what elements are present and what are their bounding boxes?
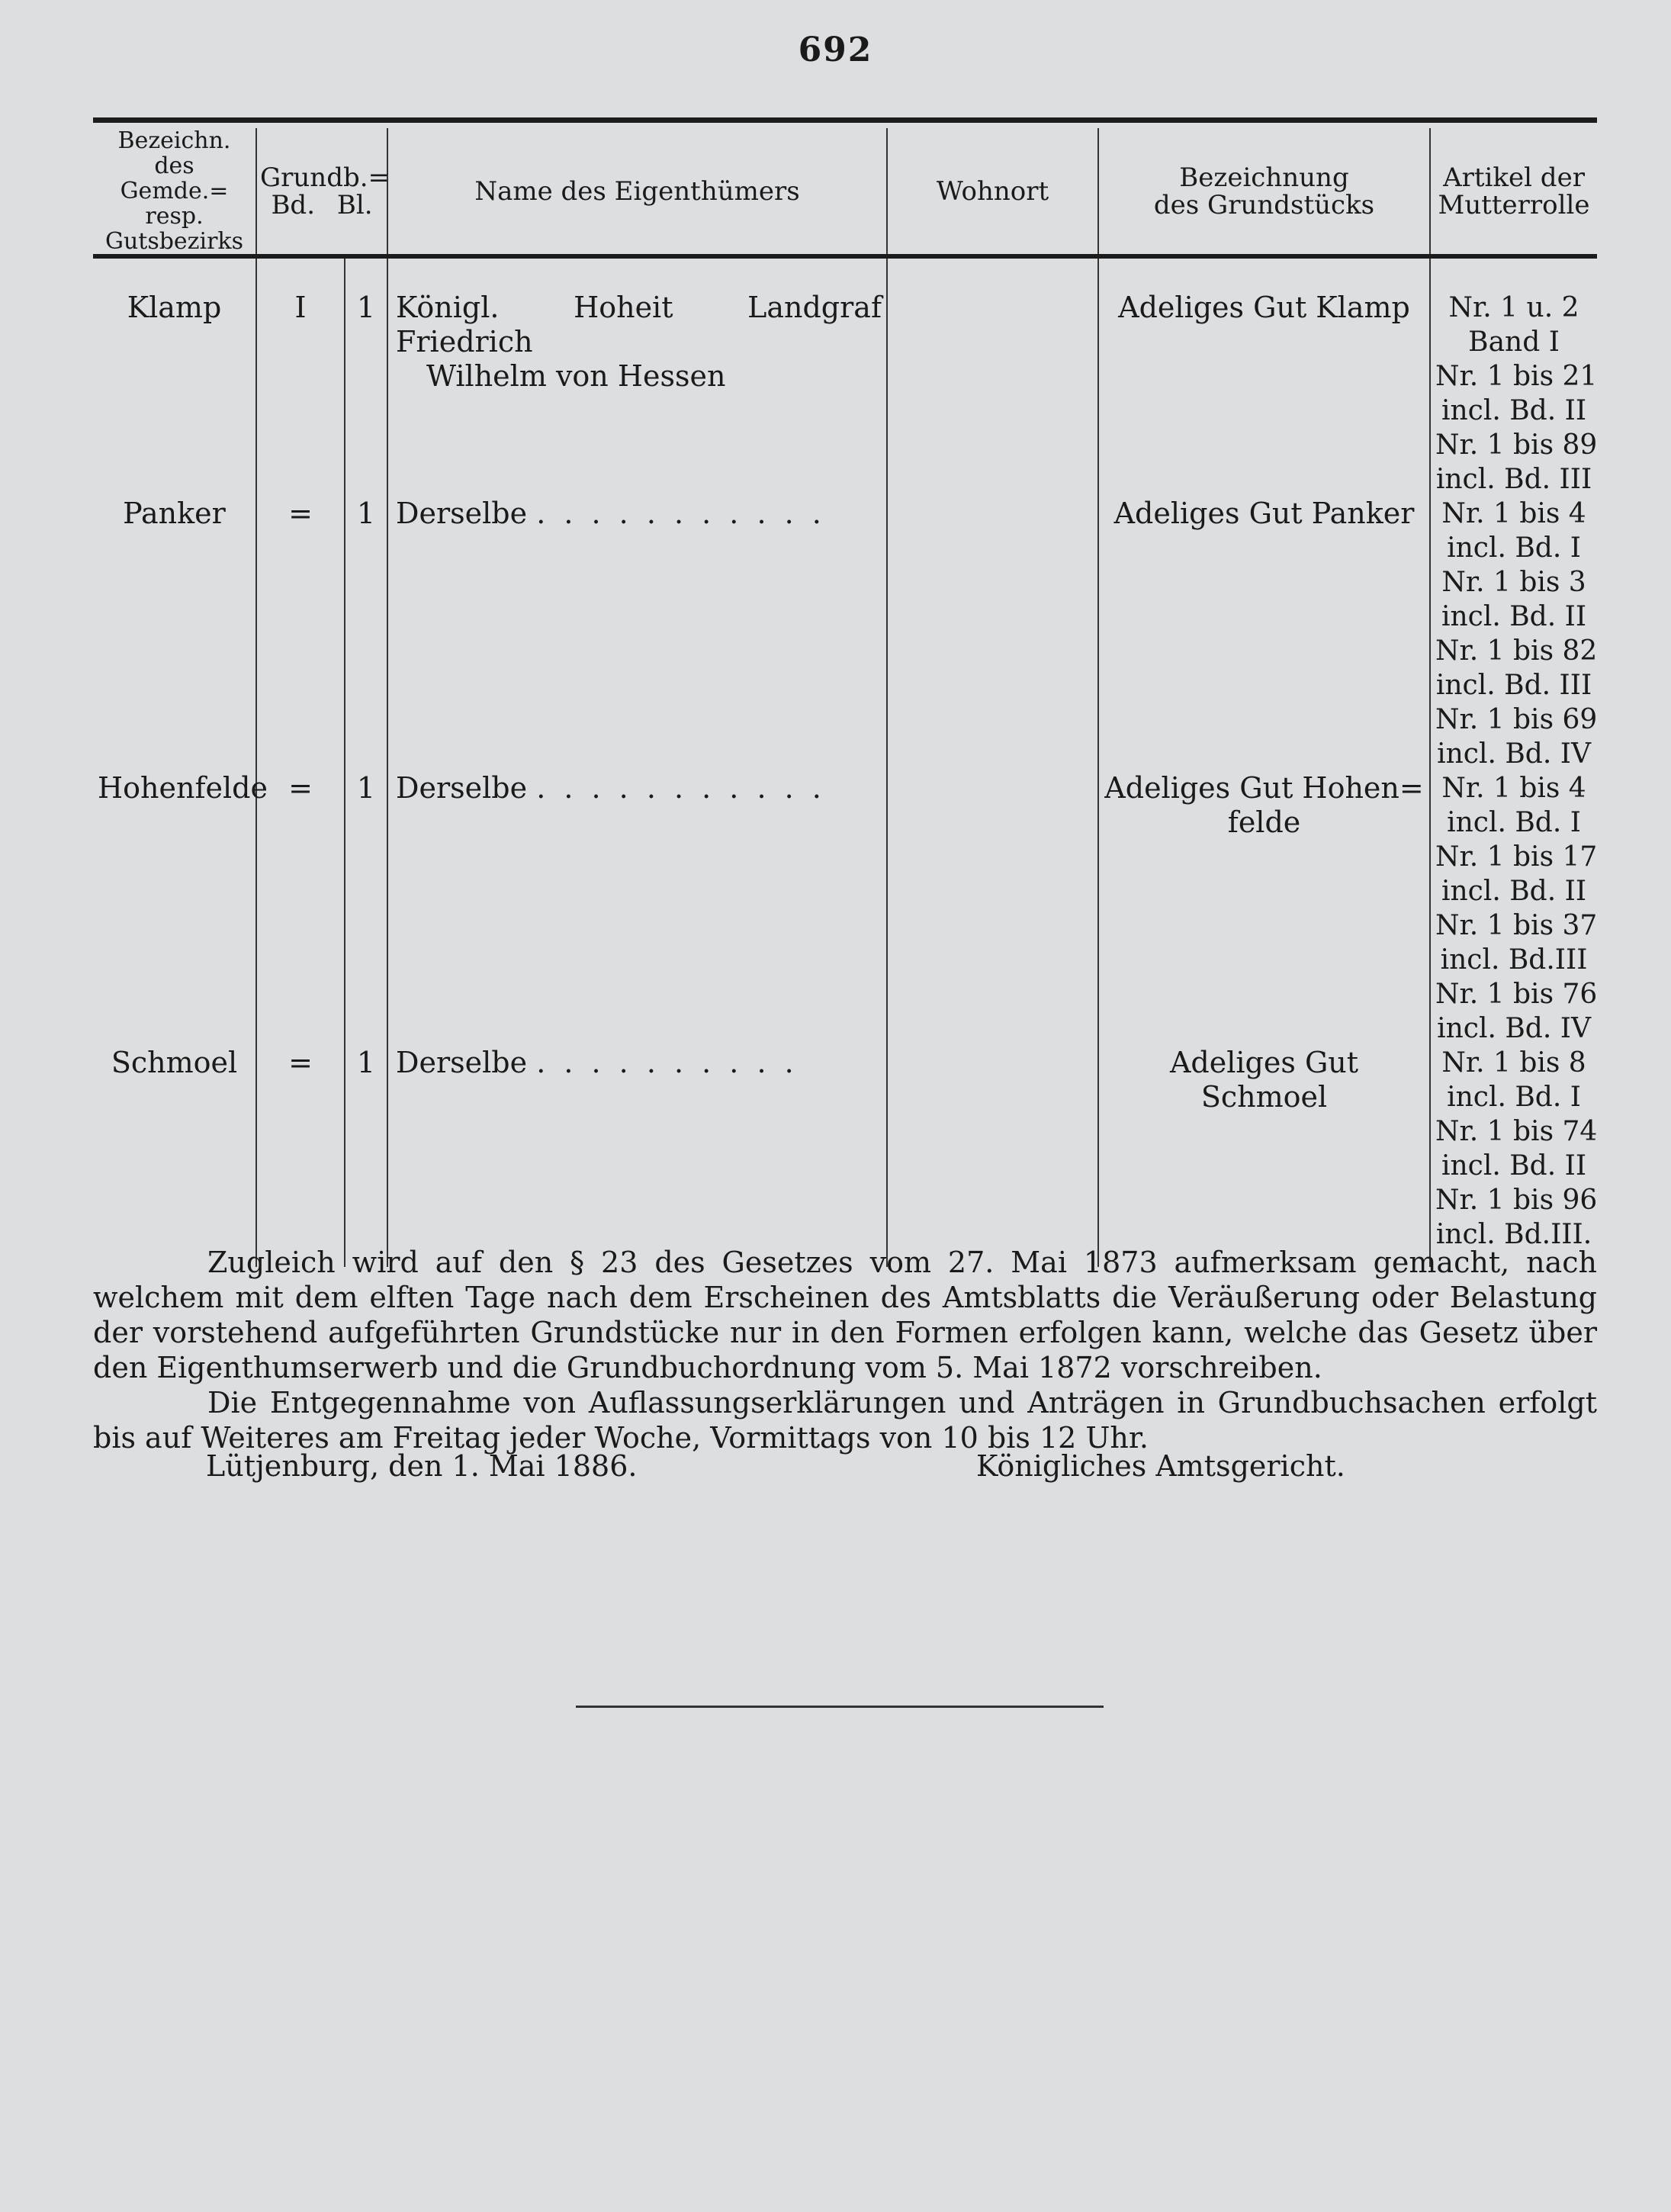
owner-cell: Derselbe . . . . . . . . . . . [387, 771, 887, 1046]
owner-cell: Königl. Hoheit Landgraf Friedrich Wilhelm von Hessen [387, 256, 887, 497]
article-cell: Nr. 1 bis 4 incl. Bd. I Nr. 1 bis 3 incl. Bd. II Nr. 1 bis 82 incl. Bd. III Nr. 1 bis 69 incl. Bd. IV [1430, 497, 1597, 771]
property-cell: Adeliges Gut Panker [1098, 497, 1430, 771]
table-row [93, 771, 1597, 1046]
notice-paragraph-1: Zugleich wird auf den § 23 des Gesetzes vom 27. Mai 1873 aufmerksam gemacht, nach welchem mit dem elften Tage nach dem Erscheinen des Amtsblatts die Veräußerung oder Belastung der vorstehend aufgeführten Grundstücke nur in den Formen erfolgen kann, welche das Gesetz über den Eigenthumserwerb und die Grundbuchordnung vom 5. Mai 1872 vorschreiben. [93, 1246, 1597, 1384]
residence-cell [887, 256, 1098, 497]
page-number: 692 [798, 31, 873, 69]
leader-dots: . . . . . . . . . . . [536, 497, 826, 530]
district-cell: Klamp [127, 291, 222, 324]
owner-cell: Derselbe . . . . . . . . . . [387, 1046, 887, 1252]
article-cell: Nr. 1 bis 8 incl. Bd. I Nr. 1 bis 74 incl. Bd. II Nr. 1 bis 96 incl. Bd.III. [1430, 1046, 1597, 1252]
table-header-row [93, 128, 1597, 256]
district-cell: Schmoel [111, 1046, 238, 1079]
bd-cell: = [256, 497, 345, 771]
property-cell: Adeliges Gut Klamp [1098, 256, 1430, 497]
residence-cell [887, 497, 1098, 771]
header-grundbuch: Grundb.= Bd. Bl. [256, 128, 387, 256]
owner-cell: Derselbe . . . . . . . . . . . [387, 497, 887, 771]
place-date: Lütjenburg, den 1. Mai 1886. [206, 1449, 638, 1483]
header-bl: Bl. [336, 189, 373, 220]
bd-cell: I [256, 256, 345, 497]
residence-cell [887, 1046, 1098, 1252]
property-cell: Adeliges Gut Schmoel [1098, 1046, 1430, 1252]
leader-dots: . . . . . . . . . . [536, 1046, 799, 1079]
table-row [93, 497, 1597, 771]
residence-cell [887, 771, 1098, 1046]
header-residence: Wohnort [887, 128, 1098, 256]
land-register-table [93, 128, 1597, 1267]
article-cell: Nr. 1 bis 4 incl. Bd. I Nr. 1 bis 17 incl. Bd. II Nr. 1 bis 37 incl. Bd.III Nr. 1 bis 76 incl. Bd. IV [1430, 771, 1597, 1046]
bl-cell: 1 [345, 256, 387, 497]
issuing-authority: Königliches Amtsgericht. [976, 1449, 1345, 1483]
closing-rule [576, 1706, 1104, 1708]
bl-cell: 1 [345, 1046, 387, 1252]
notice-paragraph-2: Die Entgegennahme von Auflassungserklärungen und Anträgen in Grundbuchsachen erfolgt bis auf Weiteres am Freitag jeder Woche, Vormittags von 10 bis 12 Uhr. [93, 1386, 1597, 1455]
header-property: Bezeichnung des Grundstücks [1098, 128, 1430, 256]
bd-cell: = [256, 771, 345, 1046]
header-district: Bezeichn. des Gemde.= resp. Gutsbezirks [104, 127, 243, 255]
table-row [93, 1046, 1597, 1252]
header-owner: Name des Eigenthümers [387, 128, 887, 256]
district-cell: Hohenfelde [98, 771, 268, 805]
bd-cell: = [256, 1046, 345, 1252]
table-row [93, 256, 1597, 497]
top-rule [93, 117, 1597, 123]
header-bd: Bd. [271, 189, 315, 220]
district-cell: Panker [123, 497, 226, 530]
bl-cell: 1 [345, 771, 387, 1046]
header-article: Artikel der Mutterrolle [1430, 128, 1597, 256]
leader-dots: . . . . . . . . . . . [536, 771, 826, 805]
property-cell: Adeliges Gut Hohen= felde [1098, 771, 1430, 1046]
bl-cell: 1 [345, 497, 387, 771]
article-cell: Nr. 1 u. 2 Band I Nr. 1 bis 21 incl. Bd. II Nr. 1 bis 89 incl. Bd. III [1430, 256, 1597, 497]
